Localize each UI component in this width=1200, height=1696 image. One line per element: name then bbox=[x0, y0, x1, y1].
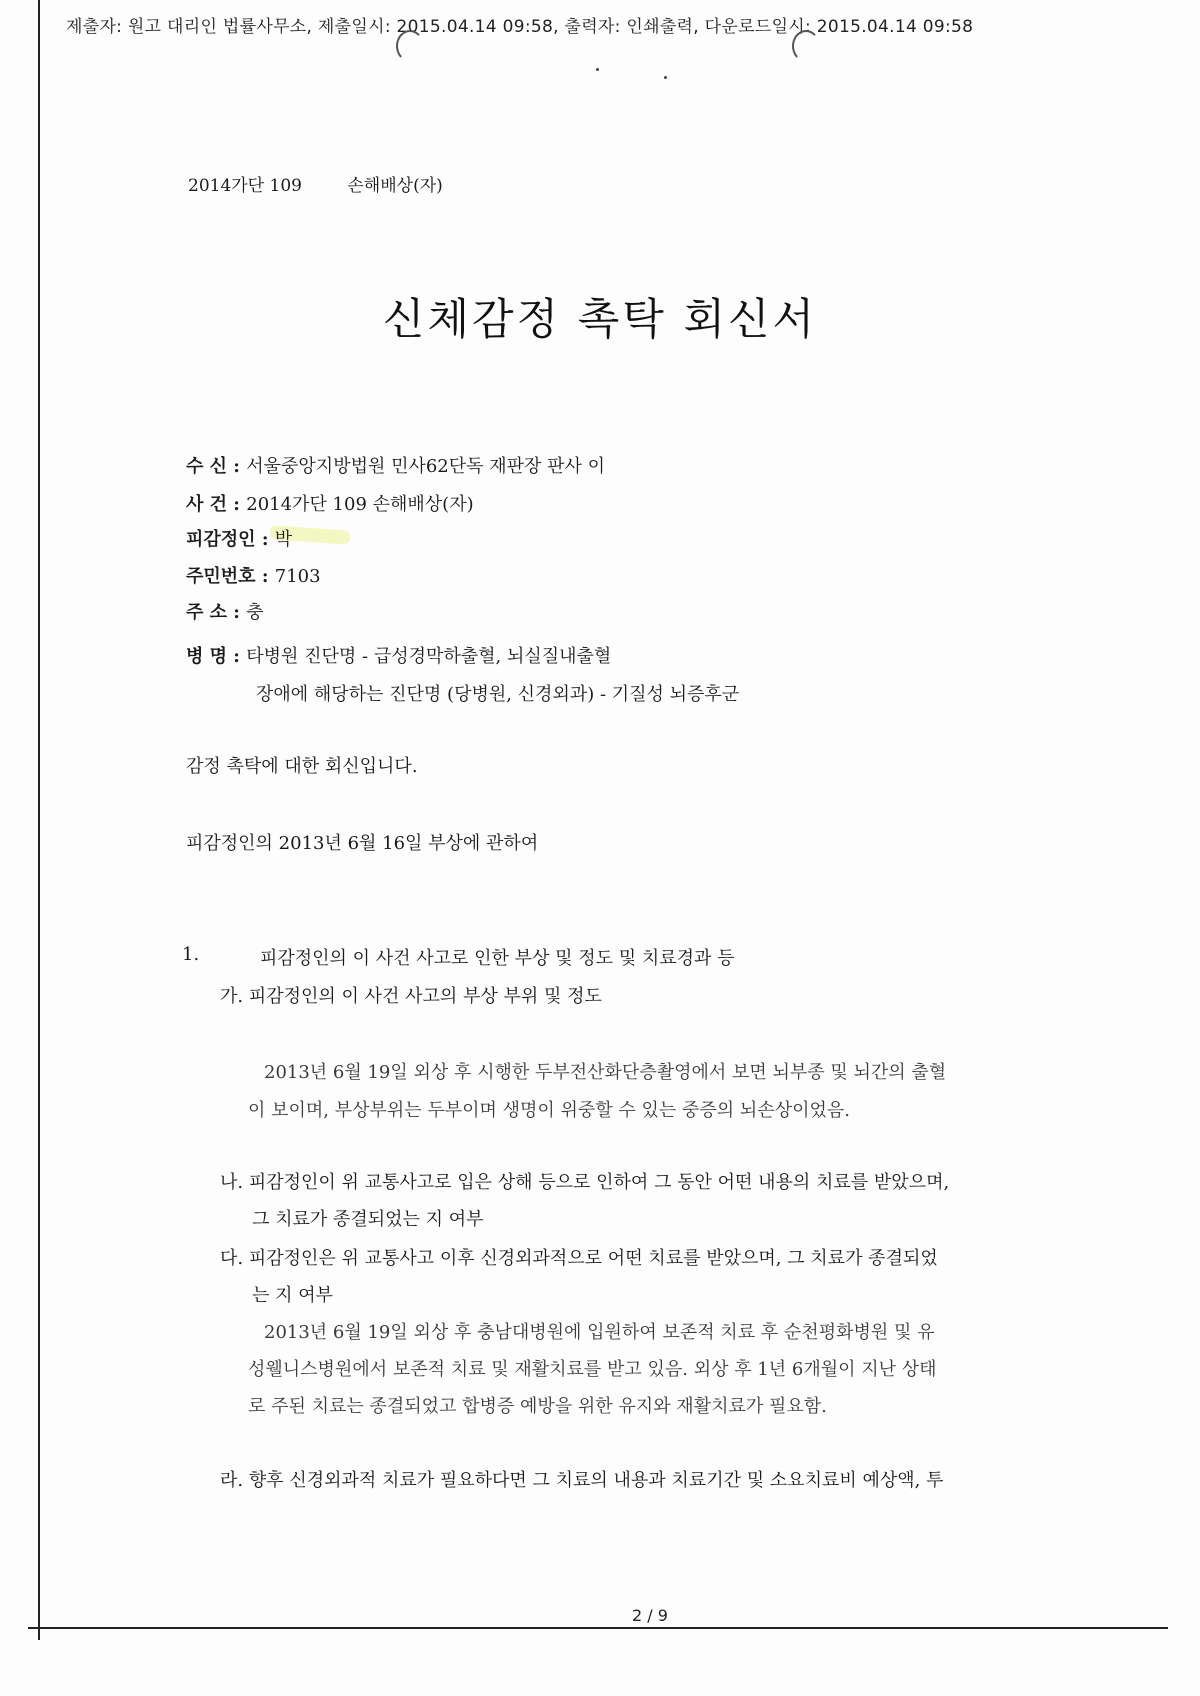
case-value: 2014가단 109 손해배상(자) bbox=[246, 494, 474, 515]
page-number: 2 / 9 bbox=[632, 1606, 668, 1625]
diagnosis-value: 타병원 진단명 - 급성경막하출혈, 뇌실질내출혈 bbox=[246, 646, 612, 667]
address-field bbox=[186, 598, 264, 624]
footer-rule bbox=[28, 1627, 1168, 1629]
case-label: 사 건 : bbox=[186, 494, 240, 515]
address-label: 주 소 : bbox=[186, 602, 240, 623]
recipient-field bbox=[186, 452, 605, 478]
id-number-label: 주민번호 : bbox=[186, 566, 269, 587]
diagnosis-field bbox=[186, 642, 611, 668]
subsection-heading-na-continued: 그 치료가 종결되었는 지 여부 bbox=[252, 1209, 484, 1230]
recipient-label: 수 신 : bbox=[186, 456, 240, 477]
recipient-value: 서울중앙지방법원 민사62단독 재판장 판사 이 bbox=[246, 456, 606, 477]
scan-speck bbox=[664, 76, 667, 79]
case-reference bbox=[188, 171, 443, 196]
subsection-heading-da-continued: 는 지 여부 bbox=[252, 1285, 333, 1306]
diagnosis-label: 병 명 : bbox=[186, 646, 240, 667]
subject-field bbox=[186, 525, 292, 551]
left-margin-rule bbox=[38, 0, 40, 1640]
diagnosis-field-continued bbox=[256, 680, 739, 706]
paragraph-line: 로 주된 치료는 종결되었고 합병증 예방을 위한 유지와 재활치료가 필요함. bbox=[248, 1396, 827, 1417]
id-number-field bbox=[186, 562, 321, 588]
subsection-heading-ra: 라. 향후 신경외과적 치료가 필요하다면 그 치료의 내용과 치료기간 및 소요치료비 예상액, 투 bbox=[220, 1470, 944, 1491]
case-title: 손해배상(자) bbox=[347, 176, 443, 196]
paragraph-line: 이 보이며, 부상부위는 두부이며 생명이 위중할 수 있는 중증의 뇌손상이었음. bbox=[248, 1100, 850, 1121]
document-title: 신체감정 촉탁 회신서 bbox=[382, 295, 818, 345]
subject-value: 박 bbox=[274, 529, 293, 550]
punch-hole-mark bbox=[792, 30, 820, 62]
punch-hole-mark bbox=[396, 30, 424, 62]
intro-line: 피감정인의 2013년 6월 16일 부상에 관하여 bbox=[186, 833, 539, 854]
case-field bbox=[186, 490, 474, 516]
submission-header-stamp: 제출자: 원고 대리인 법률사무소, 제출일시: 2015.04.14 09:58, 출력자: 인쇄출력, 다운로드일시: 2015.04.14 09:58 bbox=[66, 17, 974, 37]
section-heading: 피감정인의 이 사건 사고로 인한 부상 및 정도 및 치료경과 등 bbox=[260, 948, 735, 969]
id-number-value: 7103 bbox=[274, 566, 321, 587]
case-number: 2014가단 109 bbox=[188, 176, 302, 196]
section-number: 1. bbox=[182, 944, 200, 965]
subsection-heading-ga: 가. 피감정인의 이 사건 사고의 부상 부위 및 정도 bbox=[220, 986, 602, 1007]
subsection-heading-na: 나. 피감정인이 위 교통사고로 입은 상해 등으로 인하여 그 동안 어떤 내용의 치료를 받았으며, bbox=[220, 1172, 950, 1193]
intro-line: 감정 촉탁에 대한 회신입니다. bbox=[186, 756, 418, 777]
address-value: 충 bbox=[246, 602, 264, 623]
subsection-heading-da: 다. 피감정인은 위 교통사고 이후 신경외과적으로 어떤 치료를 받았으며, 그 치료가 종결되었 bbox=[220, 1248, 938, 1269]
paragraph-line: 2013년 6월 19일 외상 후 충남대병원에 입원하여 보존적 치료 후 순천평화병원 및 유 bbox=[264, 1322, 935, 1343]
diagnosis-value-2: 장애에 해당하는 진단명 (당병원, 신경외과) - 기질성 뇌증후군 bbox=[256, 684, 740, 705]
scan-speck bbox=[596, 68, 599, 71]
paragraph-line: 2013년 6월 19일 외상 후 시행한 두부전산화단층촬영에서 보면 뇌부종 및 뇌간의 출혈 bbox=[264, 1062, 947, 1083]
paragraph-line: 성웰니스병원에서 보존적 치료 및 재활치료를 받고 있음. 외상 후 1년 6개월이 지난 상태 bbox=[248, 1359, 937, 1380]
subject-label: 피감정인 : bbox=[186, 529, 269, 550]
